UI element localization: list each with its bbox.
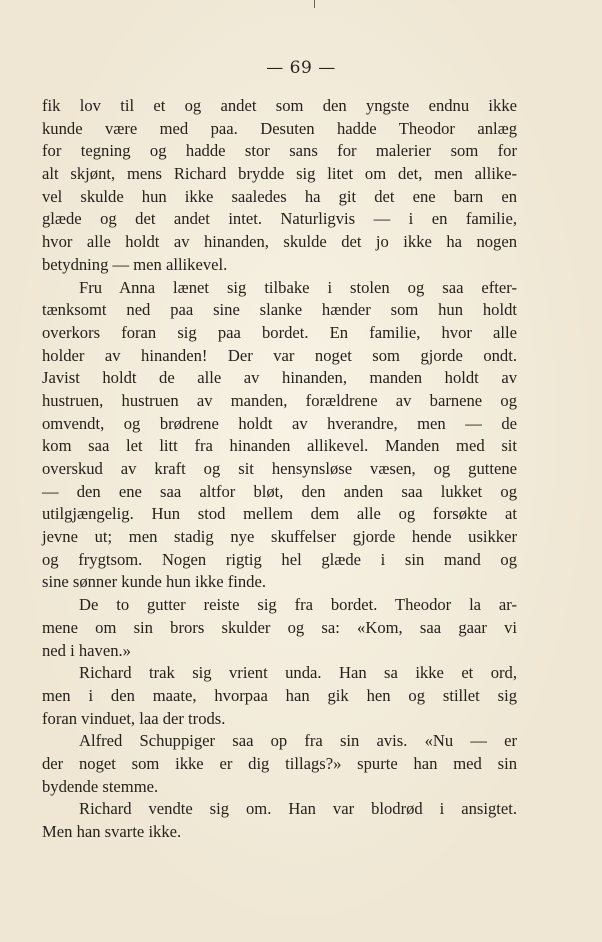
page-number: — 69 — <box>266 58 336 78</box>
text-line: — den ene saa altfor bløt, den anden saa lukket og <box>42 481 517 501</box>
text-line: fik lov til et og andet som den yngste endnu ikke <box>42 96 517 115</box>
text-line: Fru Anna lænet sig tilbake i stolen og saa efter- <box>79 277 517 297</box>
text-line: kom saa let litt fra hinanden allikevel. Manden med sit <box>42 436 517 456</box>
text-line: overkors foran sig paa bordet. En familie, hvor alle <box>42 322 517 342</box>
text-line: kunde være med paa. Desuten hadde Theodor anlæg <box>42 118 517 138</box>
text-line: utilgjængelig. Hun stod mellem dem alle og forsøkte at <box>42 504 517 524</box>
text-line: foran vinduet, laa der trods. <box>42 708 226 728</box>
text-line: Richard vendte sig om. Han var blodrød i ansigtet. <box>79 799 517 819</box>
body-text <box>42 95 517 844</box>
text-line: der noget som ikke er dig tillags?» spurte han med sin <box>42 753 517 773</box>
text-line: betydning — men allikevel. <box>42 254 228 274</box>
text-line: bydende stemme. <box>42 776 159 796</box>
text-line: men i den maate, hvorpaa han gik hen og stillet sig <box>42 685 517 705</box>
text-line: og frygtsom. Nogen rigtig hel glæde i sin mand og <box>42 549 517 569</box>
text-line: glæde og det andet intet. Naturligvis — i en familie, <box>42 209 517 229</box>
text-line: tænksomt ned paa sine slanke hænder som hun holdt <box>42 300 517 320</box>
text-line: for tegning og hadde stor sans for malerier som for <box>42 141 517 161</box>
print-mark <box>314 0 315 8</box>
text-line: omvendt, og brødrene holdt av hverandre, men — de <box>42 413 517 433</box>
text-line: alt skjønt, mens Richard brydde sig litet om det, men allike- <box>42 164 517 184</box>
text-line: jevne ut; men stadig nye skuffelser gjorde hende usikker <box>42 527 517 547</box>
text-line: Alfred Schuppiger saa op fra sin avis. «Nu — er <box>79 731 517 751</box>
text-line: De to gutter reiste sig fra bordet. Theodor la ar- <box>79 595 517 615</box>
text-line: hvor alle holdt av hinanden, skulde det jo ikke ha nogen <box>42 232 517 252</box>
text-line: Javist holdt de alle av hinanden, manden holdt av <box>42 368 517 388</box>
text-line: vel skulde hun ikke saaledes ha git det ene barn en <box>42 186 517 206</box>
text-line: Richard trak sig vrient unda. Han sa ikke et ord, <box>79 663 517 683</box>
text-line: overskud av kraft og sit hensynsløse væsen, og guttene <box>42 459 517 478</box>
text-line: Men han svarte ikke. <box>42 822 182 841</box>
text-line: ned i haven.» <box>42 640 131 660</box>
text-line: sine sønner kunde hun ikke finde. <box>42 572 266 592</box>
text-line: hustruen, hustruen av manden, forældrene av barnene og <box>42 390 517 410</box>
text-line: holder av hinanden! Der var noget som gjorde ondt. <box>42 345 517 365</box>
text-line: mene om sin brors skulder og sa: «Kom, saa gaar vi <box>42 617 517 637</box>
